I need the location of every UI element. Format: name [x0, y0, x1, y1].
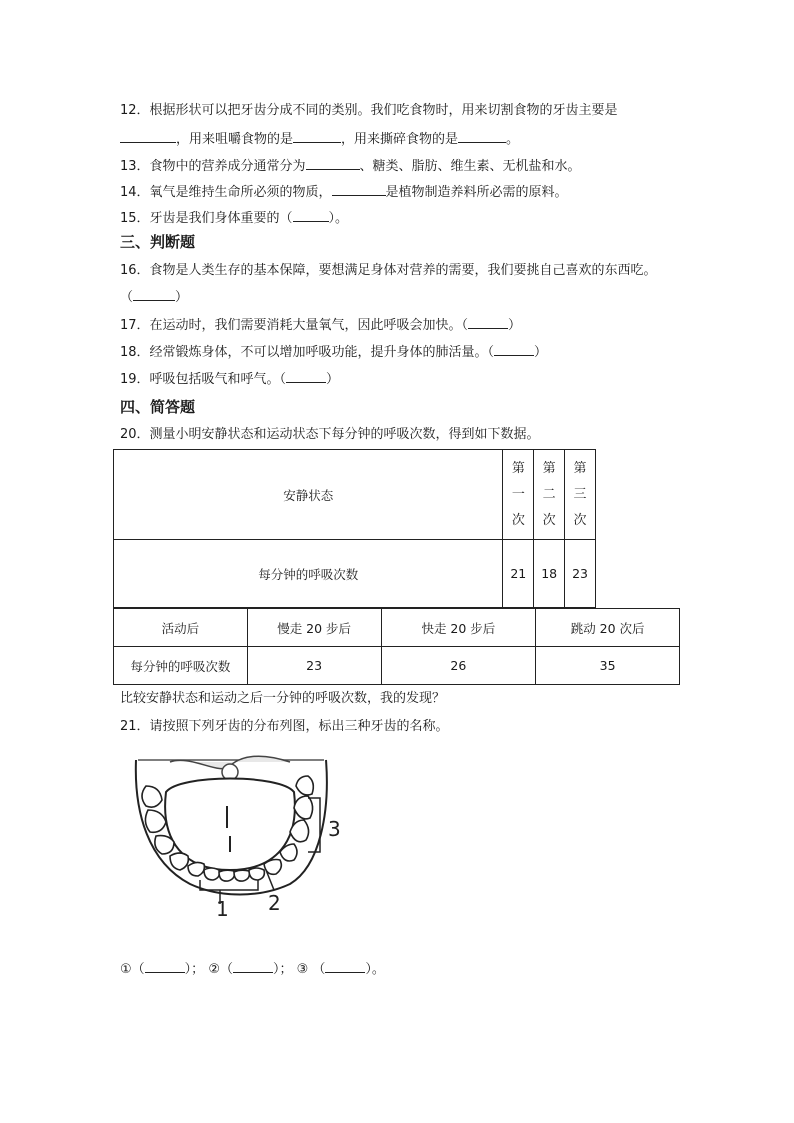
q19-text1: 19．呼吸包括吸气和呼气。（: [120, 372, 287, 387]
activity-value-2: 26: [381, 647, 536, 685]
molar-left-3: [155, 836, 174, 854]
label-3: 3: [328, 817, 341, 841]
q12-text4: 。: [506, 132, 520, 147]
q18-blank[interactable]: [494, 343, 534, 356]
q18-line: [120, 343, 547, 362]
q14-line: [120, 183, 568, 202]
answer-2-close: ）；: [272, 962, 293, 977]
rest-row-label: 每分钟的呼吸次数: [114, 540, 503, 608]
q18-text2: ）: [534, 345, 548, 360]
q12-text2: ，用来咀嚼食物的是: [176, 132, 294, 147]
q21-line: 21．请按照下列牙齿的分布列图，标出三种牙齿的名称。: [120, 719, 449, 734]
canine-left: [188, 862, 204, 876]
q17-line: [120, 316, 521, 335]
q12-text3: ，用来撕碎食物的是: [341, 132, 459, 147]
answer-2-blank[interactable]: [233, 960, 273, 973]
molar-right-2: [294, 796, 313, 819]
incisor-1: [204, 868, 219, 880]
q12-line2: [120, 130, 519, 149]
col-third: 第 三 次: [565, 450, 596, 540]
activity-value-3: 35: [536, 647, 680, 685]
q16-paren-close: ）: [175, 290, 189, 305]
rest-state-header: 安静状态: [114, 450, 503, 540]
q16-blank[interactable]: [133, 288, 175, 301]
label-1: 1: [216, 897, 229, 921]
section-judgement-heading: 三、判断题: [120, 233, 196, 251]
premolar-left: [170, 853, 188, 870]
rest-value-3: 23: [565, 540, 596, 608]
q12-blank3[interactable]: [458, 130, 506, 143]
q21-answer-line: [120, 960, 385, 979]
activity-header-1: 慢走 20 步后: [247, 609, 381, 647]
q19-text2: ）: [326, 372, 340, 387]
q17-text1: 17．在运动时，我们需要消耗大量氧气，因此呼吸会加快。（: [120, 318, 469, 333]
activity-header-3: 跳动 20 次后: [536, 609, 680, 647]
molar-right-3: [296, 776, 313, 795]
molar-left-1: [142, 786, 162, 807]
q14-blank[interactable]: [332, 183, 386, 196]
rest-value-1: 21: [503, 540, 534, 608]
col-first: 第 一 次: [503, 450, 534, 540]
answer-3-blank[interactable]: [325, 960, 365, 973]
col-second: 第 二 次: [534, 450, 565, 540]
answer-2-open: ②（: [208, 962, 233, 977]
rest-value-2: 18: [534, 540, 565, 608]
q14-text1: 14．氧气是维持生命所必须的物质，: [120, 185, 332, 200]
q16-paren-open: （: [120, 290, 134, 305]
rest-state-table: [113, 449, 596, 608]
teeth-diagram: [130, 752, 360, 922]
activity-header-0: 活动后: [114, 609, 248, 647]
q14-text2: 是植物制造养料所必需的原料。: [385, 185, 568, 200]
section-short-answer-heading: 四、简答题: [120, 398, 196, 416]
answer-1-close: ）；: [184, 962, 205, 977]
incisor-2: [219, 870, 234, 881]
q13-text1: 13．食物中的营养成分通常分为: [120, 159, 306, 174]
answer-3-open: ③ （: [296, 962, 326, 977]
answer-3-close: ）。: [365, 962, 385, 977]
activity-table: [113, 608, 680, 685]
activity-row-label: 每分钟的呼吸次数: [114, 647, 248, 685]
q17-blank[interactable]: [468, 316, 508, 329]
incisor-3: [234, 870, 249, 881]
q15-text2: ）。: [328, 211, 349, 226]
q20-question: 比较安静状态和运动之后一分钟的呼吸次数，我的发现？: [120, 691, 446, 706]
q16-line1: 16．食物是人类生存的基本保障，要想满足身体对营养的需要，我们要挑自己喜欢的东西吃。: [120, 263, 657, 278]
q12-blank1[interactable]: [120, 130, 176, 143]
activity-header-2: 快走 20 步后: [381, 609, 536, 647]
q13-line: [120, 157, 581, 176]
q12-line1: 12．根据形状可以把牙齿分成不同的类别。我们吃食物时，用来切割食物的牙齿主要是: [120, 103, 618, 118]
answer-1-open: ①（: [120, 962, 145, 977]
q13-text2: 、糖类、脂肪、维生素、无机盐和水。: [359, 159, 581, 174]
q19-blank[interactable]: [286, 370, 326, 383]
q16-line2: [120, 288, 188, 307]
activity-value-1: 23: [247, 647, 381, 685]
q15-blank[interactable]: [293, 209, 329, 222]
q19-line: [120, 370, 339, 389]
incisor-4: [249, 868, 264, 880]
q20-line: 20．测量小明安静状态和运动状态下每分钟的呼吸次数，得到如下数据。: [120, 427, 540, 442]
q18-text1: 18．经常锻炼身体，不可以增加呼吸功能，提升身体的肺活量。（: [120, 345, 495, 360]
molar-left-2: [145, 810, 166, 832]
answer-1-blank[interactable]: [145, 960, 185, 973]
q15-text1: 15．牙齿是我们身体重要的（: [120, 211, 293, 226]
q17-text2: ）: [508, 318, 522, 333]
q13-blank[interactable]: [306, 157, 360, 170]
q15-line: [120, 209, 348, 228]
q12-blank2[interactable]: [293, 130, 341, 143]
label-2: 2: [268, 891, 281, 915]
